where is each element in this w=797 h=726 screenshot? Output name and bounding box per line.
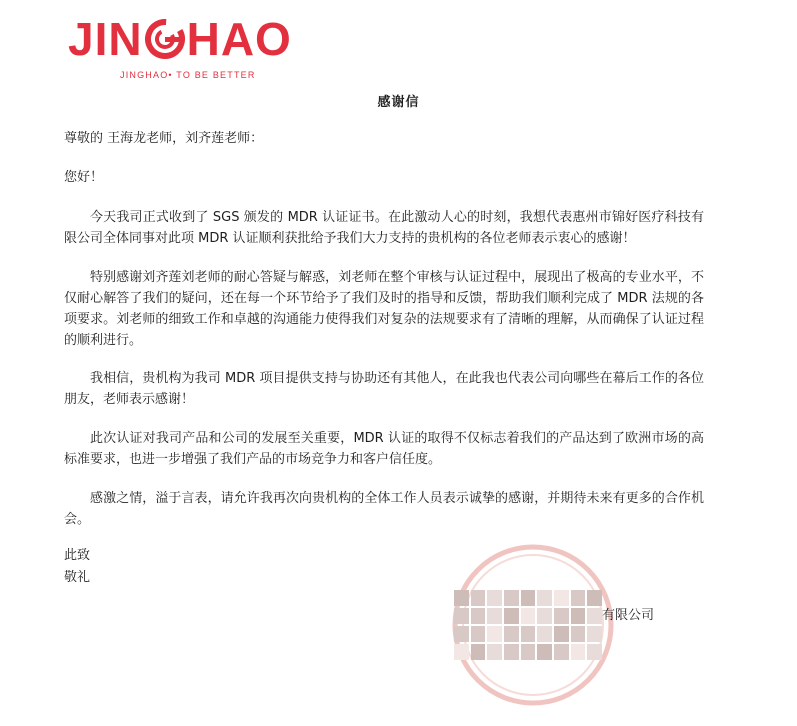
- logo-text-right: HAO: [186, 13, 292, 65]
- greeting: 您好！: [64, 170, 104, 185]
- signature-company: 有限公司: [602, 608, 655, 623]
- letter-title: 感谢信: [377, 95, 420, 110]
- paragraph-4: 此次认证对我司产品和公司的发展至关重要，MDR 认证的取得不仅标志着我们的产品达到了欧洲市场的高标准要求，也进一步增强了我们产品的市场竞争力和客户信任度。: [64, 431, 704, 467]
- closing-line-2: 敬礼: [64, 570, 91, 585]
- company-logo: [68, 14, 292, 80]
- closing-line-1: 此致: [64, 548, 91, 563]
- redacted-company-name: [454, 590, 602, 660]
- paragraph-2: 特别感谢刘齐莲刘老师的耐心答疑与解惑，刘老师在整个审核与认证过程中，展现出了极高的专业水平，不仅耐心解答了我们的疑问，还在每一个环节给予了我们及时的指导和反馈，帮助我们顺利完成了 MDR 法规的各项要求。刘老师的细致工作和卓越的沟通能力使得我们对复杂的法规要求有了清晰的理解，从而确保了认证过程的顺利进行。: [64, 270, 704, 348]
- paragraph-3: 我相信，贵机构为我司 MDR 项目提供支持与协助还有其他人，在此我也代表公司向哪些在幕后工作的各位朋友，老师表示感谢！: [64, 371, 704, 407]
- paragraph-1: 今天我司正式收到了 SGS 颁发的 MDR 认证证书。在此激动人心的时刻，我想代表惠州市锦好医疗科技有限公司全体同事对此项 MDR 认证顺利获批给予我们大力支持的贵机构的各位老师表示衷心的感谢！: [64, 210, 704, 246]
- logo-tagline: JINGHAO• TO BE BETTER: [120, 70, 256, 80]
- logo-g-icon: [144, 18, 186, 60]
- logo-wordmark: [68, 14, 292, 64]
- paragraph-5: 感激之情，溢于言表，请允许我再次向贵机构的全体工作人员表示诚挚的感谢，并期待未来有更多的合作机会。: [64, 491, 704, 527]
- salutation: 尊敬的 王海龙老师，刘齐莲老师：: [64, 131, 264, 146]
- logo-text-left: JIN: [68, 13, 143, 65]
